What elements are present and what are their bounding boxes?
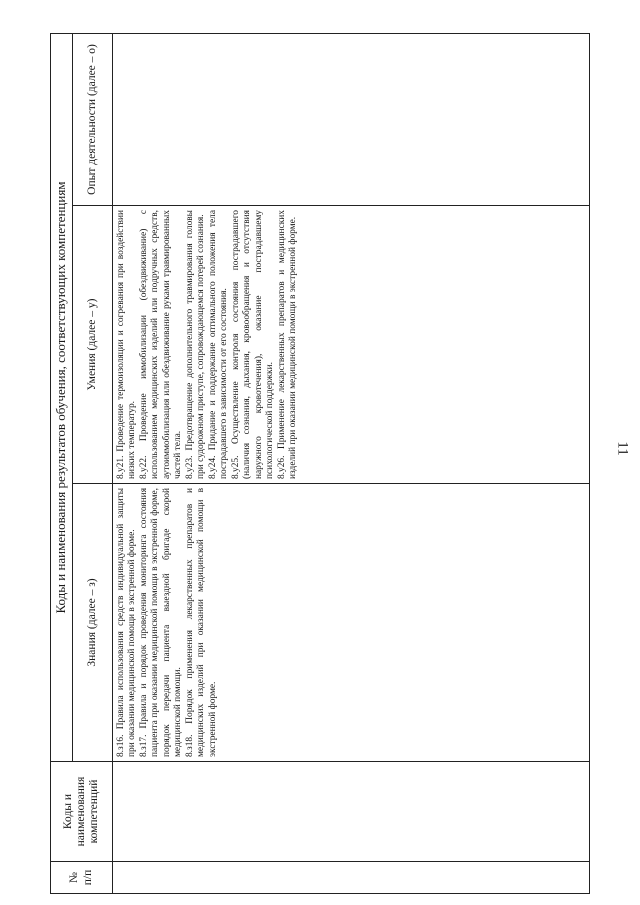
- rotated-table-container: [50, 34, 590, 894]
- cell-skills: [113, 206, 590, 484]
- knowledge-item: 8.з17. Правила и порядок проведения мониторинга состояния пациента при оказании медицинской помощи в экстренной форме, порядок передачи пациента выездной бригаде скорой медицинской помощи.: [138, 488, 184, 757]
- skill-item: 8.у24. Придание и поддержание оптимального положения тела пострадавшего в зависимости от его состояния.: [207, 210, 230, 479]
- cell-experience: [113, 33, 590, 205]
- skill-item: 8.у23. Предотвращение дополнительного травмирования головы при судорожном приступе, сопровождающемся потерей сознания.: [184, 210, 207, 479]
- skill-item: 8.у22. Проведение иммобилизации (обездвиживание) с использованием медицинских изделий или подручных средств, аутоиммобилизация или обездвиживание руками травмированных частей тела.: [138, 210, 184, 479]
- header-num: № п/п: [51, 862, 113, 894]
- competency-table: [50, 33, 590, 894]
- header-skills: Умения (далее – у): [73, 206, 113, 484]
- header-knowledge: Знания (далее – з): [73, 484, 113, 762]
- skill-item: 8.у21. Проведение термоизоляции и согревания при воздействии низких температур.: [116, 210, 138, 479]
- page-number: 11: [614, 441, 631, 456]
- cell-codes: [113, 762, 590, 862]
- skill-item: 8.у25. Осуществление контроля состояния пострадавшего (наличия сознания, дыхания, кровообращения и отсутствия наружного кровотечения), оказание пострадавшему психологической поддержки.: [230, 210, 276, 479]
- cell-num: [113, 862, 590, 894]
- knowledge-item: 8.з18. Порядок применения лекарственных препаратов и медицинских изделий при оказании медицинской помощи в экстренной форме.: [184, 488, 218, 757]
- header-group-title: Коды и наименования результатов обучения, соответствующих компетенциям: [51, 33, 73, 761]
- cell-knowledge: [113, 484, 590, 762]
- skill-item: 8.у26. Применение лекарственных препаратов и медицинских изделий при оказании медицинской помощи в экстренной форме.: [276, 210, 299, 479]
- knowledge-item: 8.з16. Правила использования средств индивидуальной защиты при оказании медицинской помощи в экстренной форме.: [116, 488, 138, 757]
- header-codes: Коды и наименования компетенций: [51, 762, 113, 862]
- header-experience: Опыт деятельности (далее – о): [73, 33, 113, 205]
